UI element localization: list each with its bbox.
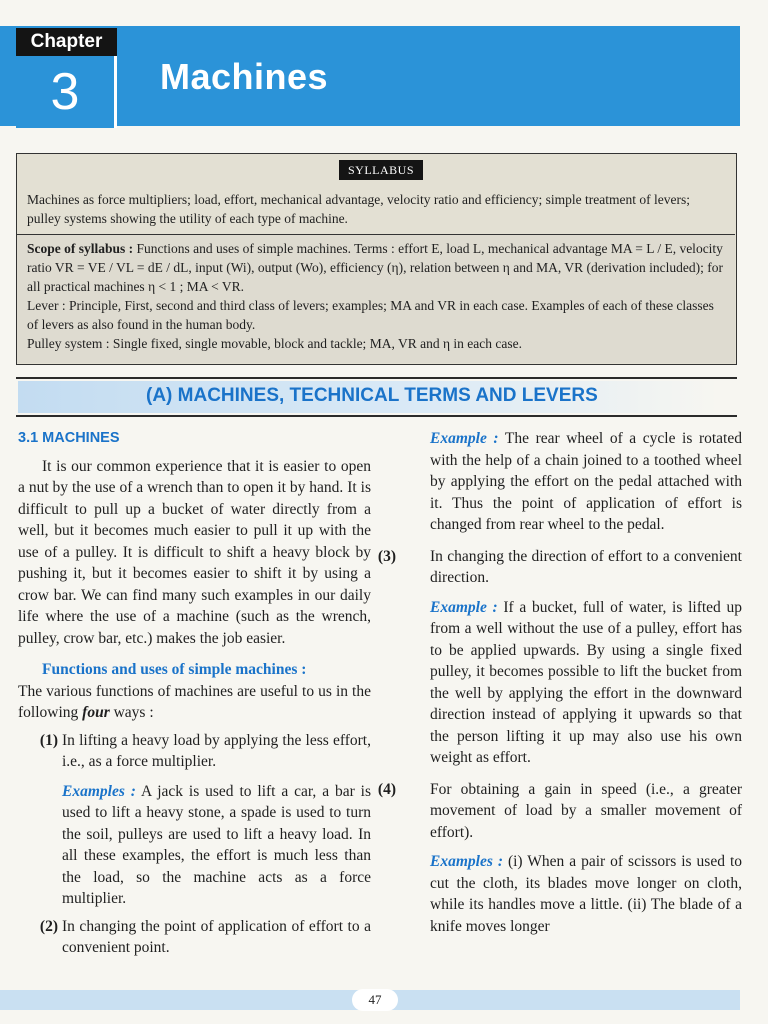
- example-block-4: [400, 851, 742, 937]
- syllabus-scope: [17, 234, 735, 363]
- functions-heading: Functions and uses of simple machines :: [42, 661, 307, 678]
- example-text: (i) When a pair of scissors is used to cut the cloth, its blades move longer on cloth, while its handles move a little. (ii) The blade of a knife moves longer: [430, 853, 742, 935]
- example-label: Example :: [430, 430, 499, 447]
- item-number: (2): [39, 917, 58, 935]
- item-text: In changing the point of application of effort to a convenient point.: [62, 917, 371, 956]
- function-item-3: [377, 546, 742, 589]
- functions-intro-emphasis: four: [82, 704, 110, 721]
- functions-intro-text: The various functions of machines are useful to us in the following: [18, 682, 371, 721]
- item-number: (1): [39, 731, 58, 749]
- function-item-1: [18, 730, 371, 773]
- syllabus-heading: SYLLABUS: [339, 160, 423, 180]
- functions-intro: [18, 681, 371, 724]
- section-title: (A) MACHINES, TECHNICAL TERMS AND LEVERS: [146, 385, 598, 406]
- chapter-badge: [16, 28, 117, 128]
- page-number: 47: [352, 989, 398, 1011]
- example-text: The rear wheel of a cycle is rotated with the help of a chain joined to a toothed wheel by applying the effort on the pedal attached with it. Thus the point of application of effort is changed from rear wheel to the pedal.: [430, 430, 742, 533]
- example-text: A jack is used to lift a car, a bar is used to lift a heavy stone, a spade is used to turn the soil, pulleys are used to lift a heavy load. In all these examples, the effort is much less than the load, so the machine acts as a force multiplier.: [62, 782, 371, 907]
- function-item-4: [377, 779, 742, 844]
- chapter-number: 3: [16, 56, 117, 128]
- scope-text: Functions and uses of simple machines. Terms : effort E, load L, mechanical advantage MA = L / E, velocity ratio VR = VE / VL = dE / dL, input (Wi), output (Wo), efficiency (η), relation between η and MA, VR (derivation included); for all practical machines η < 1 ; MA < VR.: [27, 241, 723, 294]
- pulley-paragraph: Pulley system : Single fixed, single movable, block and tackle; MA, VR and η in each case.: [27, 336, 522, 351]
- item-number: (4): [377, 780, 396, 798]
- item-text: In lifting a heavy load by applying the less effort, i.e., as a force multiplier.: [62, 731, 371, 770]
- functions-intro-tail: ways :: [109, 704, 154, 721]
- section-rule-bottom: [16, 415, 737, 417]
- example-block-1: [18, 781, 371, 910]
- section-rule-top: [16, 377, 737, 379]
- syllabus-intro: Machines as force multipliers; load, effort, mechanical advantage, velocity ratio and efficiency; simple treatment of levers; pulley systems showing the utility of each type of machine.: [27, 192, 690, 226]
- section-heading-machines: 3.1 MACHINES: [18, 430, 120, 446]
- lever-paragraph: Lever : Principle, First, second and third class of levers; examples; MA and VR in each case. Examples of each of these classes of levers as also found in the human body.: [27, 298, 714, 332]
- item-text: In changing the direction of effort to a convenient direction.: [430, 547, 742, 586]
- left-column: [18, 428, 371, 959]
- item-text: For obtaining a gain in speed (i.e., a greater movement of load by a smaller movement of effort).: [430, 780, 742, 841]
- scope-paragraph: [27, 239, 725, 296]
- scope-lead: Scope of syllabus :: [27, 241, 134, 256]
- example-label: Examples :: [62, 782, 136, 800]
- chapter-title: Machines: [160, 56, 329, 97]
- chapter-label: Chapter: [16, 28, 117, 56]
- item-number: (3): [377, 547, 396, 565]
- syllabus-box: [16, 153, 737, 365]
- example-text: If a bucket, full of water, is lifted up from a well without the use of a pulley, effort has to be applied upwards. By using a single fixed pulley, it becomes possible to lift the bucket from the well by applying the effort in the downward direction instead of applying it upwards so that the person lifting it up may also use his own weight as effort.: [430, 598, 742, 766]
- example-block-3: [400, 597, 742, 769]
- right-column: [377, 428, 742, 937]
- example-block-2: [400, 428, 742, 536]
- function-item-2: [18, 916, 371, 959]
- example-label: Examples :: [430, 853, 503, 870]
- intro-paragraph: It is our common experience that it is easier to open a nut by the use of a wrench than to open it by hand. It is difficult to pull up a bucket of water directly from a well, but it becomes much easier to pull it up with the use of a pulley. It is difficult to shift a heavy block by pushing it, but it becomes easier to shift it by using a crow bar. We can find many such examples in our daily life where the use of a machine (such as the wrench, pulley, crow bar, etc.) makes the job easier.: [18, 457, 371, 647]
- example-label: Example :: [430, 598, 498, 616]
